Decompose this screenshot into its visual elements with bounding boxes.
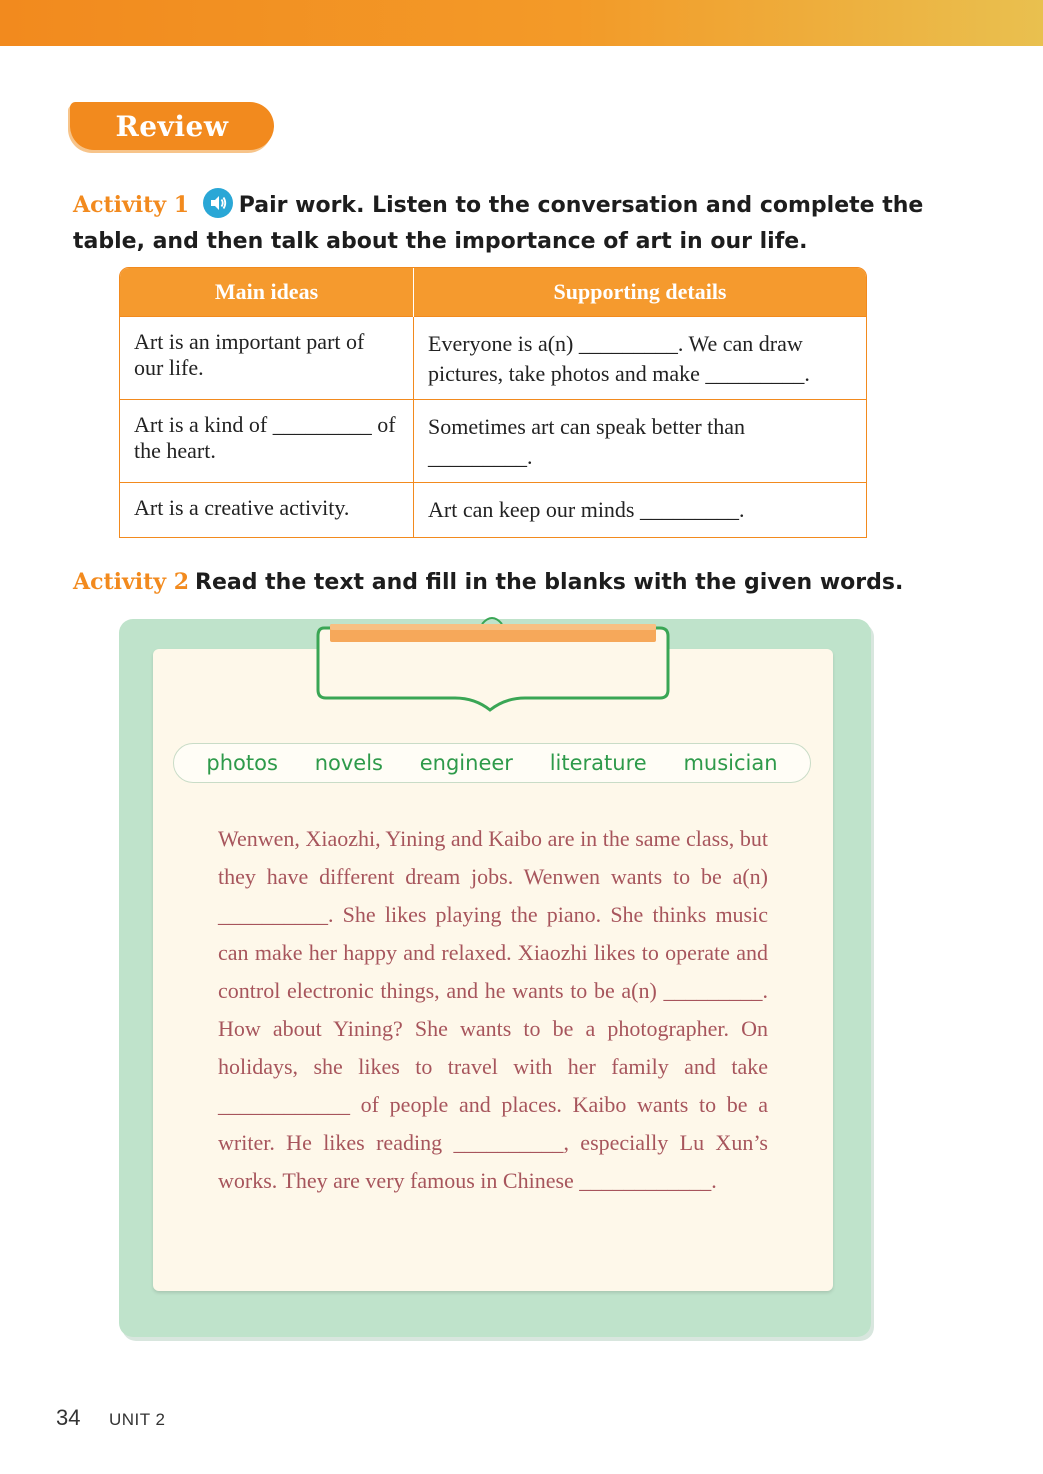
word-bank-item: musician [683,751,778,775]
word-bank-item: novels [314,751,383,775]
header-supporting-details: Supporting details [414,268,867,317]
table-row [120,483,866,538]
word-bank-item: literature [549,751,647,775]
activity-1-heading [73,187,973,260]
activity-2-instruction: Read the text and fill in the blanks with the given words. [195,570,904,595]
activity-1-instruction: Pair work. Listen to the conversation and complete the table, and then talk about the importance of art in our life. [73,193,924,254]
clipboard-clip-icon [310,612,676,720]
page-footer [56,1405,165,1431]
table-row [120,317,866,400]
activity-2-label: Activity 2 [73,569,190,595]
unit-label: UNIT 2 [108,1410,166,1429]
review-label: Review [70,102,274,150]
detail-cell: Art can keep our minds _________. [414,483,867,538]
table-row [120,400,866,483]
main-idea-cell: Art is an important part of our life. [120,317,414,400]
speaker-icon[interactable] [203,188,233,218]
word-bank [173,743,811,783]
detail-cell: Sometimes art can speak better than _________. [414,400,867,483]
detail-cell: Everyone is a(n) _________. We can draw pictures, take photos and make _________. [414,317,867,400]
main-idea-cell: Art is a creative activity. [120,483,414,538]
word-bank-item: engineer [419,751,513,775]
activity-2-heading [73,564,973,601]
word-bank-item: photos [206,751,278,775]
reading-passage: Wenwen, Xiaozhi, Yining and Kaibo are in the same class, but they have different dream jobs. Wenwen wants to be a(n) __________. She likes playing the piano. She thinks music can make her happy and relaxed. Xiaozhi likes to operate and control electronic things, and he wants to be a(n) _________. How about Yining? She wants to be a photographer. On holidays, she likes to travel with her family and take ____________ of people and places. Kaibo wants to be a writer. He likes reading __________, especially Lu Xun’s works. They are very famous in Chinese ____________. [218,826,768,1193]
page-number: 34 [56,1405,81,1430]
top-banner [0,0,1043,46]
ideas-table [119,267,867,538]
header-main-ideas: Main ideas [120,268,414,317]
activity-1-label: Activity 1 [73,192,190,218]
main-idea-cell: Art is a kind of _________ of the heart. [120,400,414,483]
